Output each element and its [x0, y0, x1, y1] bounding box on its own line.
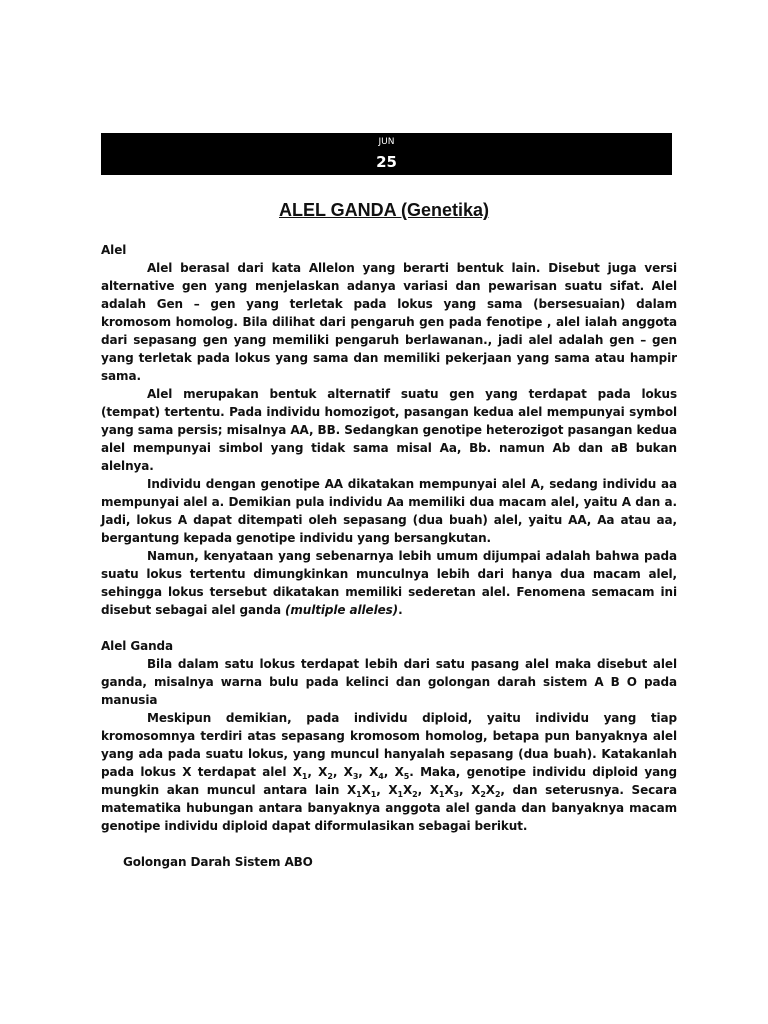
paragraph-text: Maka, genotipe individu diploid yang mungkin akan muncul antara lain	[101, 765, 677, 797]
article-title: ALEL GANDA (Genetika)	[278, 200, 490, 220]
paragraph	[101, 547, 677, 619]
section-heading-alel-ganda: Alel Ganda	[101, 639, 174, 653]
paragraph	[101, 709, 677, 835]
paragraph-text: Meskipun demikian, pada individu diploid, yaitu individu yang tiap kromosomnya terdiri atas sepasang kromosom homolog, betapa pun banyaknya alel yang ada pada suatu lokus, yang muncul hanyalah sepasang (dua buah). Katakanlah pada lokus X terdapat alel	[101, 711, 677, 779]
article-body	[101, 241, 677, 871]
allele-list: $X_1$, $X_2$, $X_3$, $X_4$, $X_5$.	[292, 765, 414, 781]
paragraph: Alel merupakan bentuk alternatif suatu gen yang terdapat pada lokus (tempat) tertentu. Pada individu homozigot, pasangan kedua alel mempunyai symbol yang sama persis; misalnya AA, BB. Sedangkan genotipe heterozigot pasangan kedua alel mempunyai simbol yang tidak sama misal Aa, Bb. namun Ab dan aB bukan alelnya.	[101, 387, 677, 473]
section-heading-abo: Golongan Darah Sistem ABO	[123, 855, 313, 869]
paragraph-text: dan seterusnya. Secara matematika hubungan antara banyaknya anggota alel ganda dan banyaknya macam genotipe individu diploid dapat diformulasikan sebagai berikut.	[101, 783, 677, 833]
date-day: 25	[376, 153, 397, 171]
date-header	[101, 133, 672, 175]
paragraph-text: .	[398, 603, 403, 617]
paragraph: Bila dalam satu lokus terdapat lebih dari satu pasang alel maka disebut alel ganda, misalnya warna bulu pada kelinci dan golongan darah sistem A B O pada manusia	[101, 657, 677, 707]
paragraph: Alel berasal dari kata Allelon yang berarti bentuk lain. Disebut juga versi alternative gen yang menjelaskan adanya variasi dan pewarisan suatu sifat. Alel adalah Gen – gen yang terletak pada lokus yang sama (bersesuaian) dalam kromosom homolog. Bila dilihat dari pengaruh gen pada fenotipe , alel ialah anggota dari sepasang gen yang memiliki pengaruh berlawanan., jadi alel adalah gen – gen yang terletak pada lokus yang sama dan memiliki pekerjaan yang sama atau hampir sama.	[101, 261, 677, 383]
italic-term: (multiple alleles)	[285, 603, 399, 617]
paragraph: Individu dengan genotipe AA dikatakan mempunyai alel A, sedang individu aa mempunyai alel a. Demikian pula individu Aa memiliki dua macam alel, yaitu A dan a. Jadi, lokus A dapat ditempati oleh sepasang (dua buah) alel, yaitu AA, Aa atau aa, bergantung kepada genotipe individu yang bersangkutan.	[101, 477, 677, 545]
date-month: JUN	[378, 137, 395, 147]
paragraph-text: Namun, kenyataan yang sebenarnya lebih umum dijumpai adalah bahwa pada suatu lokus tertentu dimungkinkan munculnya lebih dari hanya dua macam alel, sehingga lokus tersebut dikatakan memiliki sederetan alel. Fenomena semacam ini disebut sebagai alel ganda	[101, 549, 677, 617]
section-heading-alel: Alel	[101, 243, 127, 257]
genotype-list: $X_1X_1$, $X_1X_2$, $X_1X_3$, $X_2X_2$,	[346, 783, 505, 799]
